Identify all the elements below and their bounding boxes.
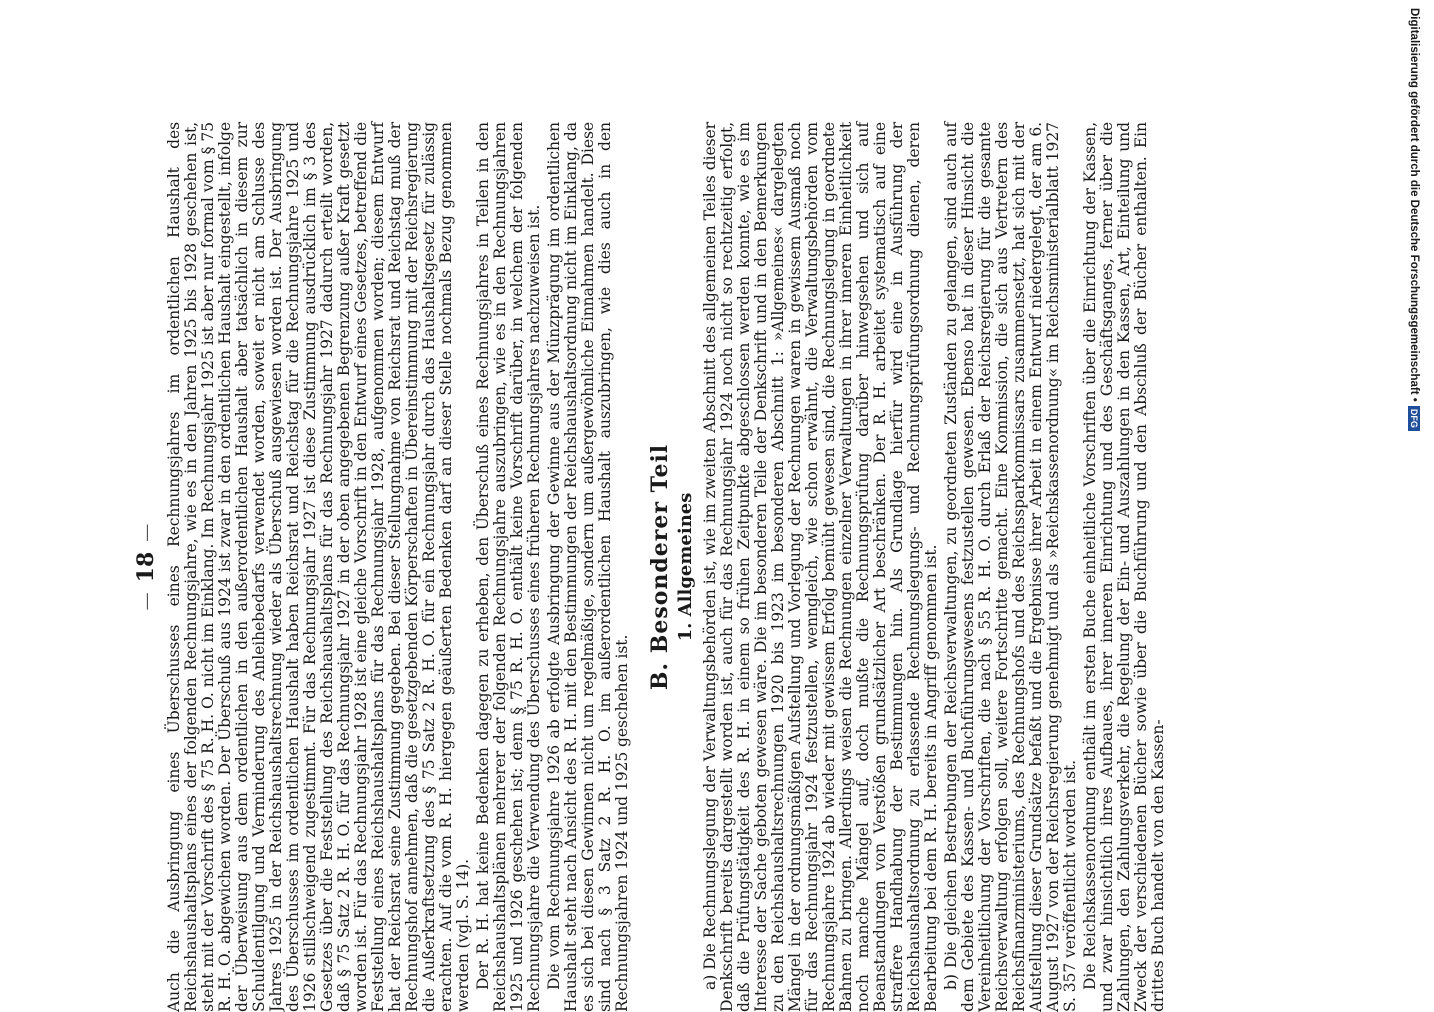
paragraph-top-3: Die vom Rechnungsjahre 1926 ab erfolgte Ausbringung der Gewinne aus der Münzprägung im ordentlichen Haushalt steht nach Ansicht des R. H. mit den Bestimmungen der Reichshaushaltsordnung nicht im Einklang, da es sich bei diesen Gewinnen nicht um regelmäßige, sondern um außergewöhnliche Einnahmen handelt. Diese sind nach § 3 Satz 2 R. H. O. im außerordentlichen Haushalt auszubringen, wie dies auch in den Rechnungsjahren 1924 und 1925 geschehen ist. <box>545 122 631 1012</box>
credit-text: Digitalisierung gefördert durch die Deutsche Forschungsgemeinschaft • <box>1408 8 1420 402</box>
paragraph-top-2: Der R. H. hat keine Bedenken dagegen zu erheben, den Überschuß eines Rechnungsjahres in Teilen in den Reichshaushaltsplänen mehrerer der folgenden Rechnungsjahre auszubringen, wie es in den Rechnungsjahren 1925 und 1926 geschehen ist; denn § 75 R. H. O. enthält keine Vorschrift darüber, in welchem der folgenden Rechnungsjahre die Verwendung des Überschusses eines früheren Rechnungsjahres nachzuweisen ist. <box>474 122 543 1012</box>
paragraph-bottom-1: a) Die Rechnungslegung der Verwaltungsbehörden ist, wie im zweiten Abschnitt des allgemeinen Teiles dieser Denkschrift bereits dargestellt worden ist, auch für das Rechnungsjahr 1924 noch nicht so rechtzeitig erfolgt, daß die Prüfungstätigkeit des R. H. in einem so frühen Zeitpunkte abgeschlossen werden konnte, wie es im Interesse der Sache geboten gewesen wäre. Die im besonderen Teile der Denkschrift und in den Bemerkungen zu den Reichshaushaltsrechnungen 1920 bis 1923 im besonderen Abschnitt 1: »Allgemeines« dargelegten Mängel in der ordnungsmäßigen Aufstellung und Vorlegung der Rechnungen waren in gewissem Ausmaß noch für das Rechnungsjahr 1924 festzustellen, wenngleich, wie schon erwähnt, die Verwaltungsbehörden vom Rechnungsjahre 1924 ab wieder mit gewissem Erfolg bemüht gewesen sind, die Rechnungslegung in geordnete Bahnen zu bringen. Allerdings weisen die Rechnungen einzelner Verwaltungen in ihrer inneren Einheitlichkeit noch manche Mängel auf, doch mußte die Rechnungsprüfung darüber hinwegsehen und sich auf Beanstandungen von Verstößen grundsätzlicher Art beschränken. Der R. H. arbeitet systematisch auf eine straffere Handhabung der Bestimmungen hin. Als Grundlage hierfür wird eine in Ausführung der Reichshaushaltsordnung zu erlassende Rechnungslegungs- und Rechnungsprüfungsordnung dienen, deren Bearbeitung bei dem R. H. bereits in Angriff genommen ist. <box>701 122 940 1012</box>
paragraph-top-1: Auch die Ausbringung eines Überschusses eines Rechnungsjahres im ordentlichen Haushalt des Reichshaushaltsplans eines der folgenden Rechnungsjahre, wie es in den Jahren 1925 bis 1928 geschehen ist, steht mit der Vorschrift des § 75 R. H. O. nicht im Einklang. Im Rechnungsjahr 1925 ist aber nur formal vom § 75 R. H. O. abgewichen worden. Der Überschuß aus 1924 ist zwar in den ordentlichen Haushalt eingestellt, infolge der Überweisung aus dem ordentlichen in den außerordentlichen Haushalt aber tatsächlich in diesem zur Schuldentilgung und Verminderung des Anleihebedarfs verwendet worden, soweit er nicht am Schlusse des Jahres 1925 in der Reichshaushaltsrechnung wieder als Überschuß ausgewiesen worden ist. Der Ausbringung des Überschusses im ordentlichen Haushalt haben Reichsrat und Reichstag für die Rechnungsjahre 1925 und 1926 stillschweigend zugestimmt. Für das Rechnungsjahr 1927 ist diese Zustimmung ausdrücklich im § 3 des Gesetzes über die Feststellung des Reichshaushaltsplans für das Rechnungsjahr 1927 dadurch erteilt worden, daß § 75 Satz 2 R. H. O. für das Rechnungsjahr 1927 in der oben angegebenen Begrenzung außer Kraft gesetzt worden ist. Für das Rechnungsjahr 1928 ist eine gleiche Vorschrift in den Entwurf eines Gesetzes, betreffend die Feststellung eines Reichshaushaltsplans für das Rechnungsjahr 1928, aufgenommen worden; diesem Entwurf hat der Reichsrat seine Zustimmung gegeben. Bei dieser Stellungnahme von Reichsrat und Reichstag muß der Rechnungshof annehmen, daß die gesetzgebenden Körperschaften in Übereinstimmung mit der Reichsregierung die Außerkraftsetzung des § 75 Satz 2 R. H. O. für ein Rechnungsjahr durch das Haushaltsgesetz für zulässig erachten. Auf die vom R. H. hiergegen geäußerten Bedenken darf an dieser Stelle nochmals Bezug genommen werden (vgl. S. 14). <box>165 122 472 1012</box>
header-dash-left: — <box>135 592 157 611</box>
header-dash-right: — <box>135 523 157 542</box>
digitization-credit <box>1407 8 1421 808</box>
paragraph-bottom-2: b) Die gleichen Bestrebungen der Reichsverwaltungen, zu geordneten Zuständen zu gelangen, sind auch auf dem Gebiete des Kassen- und Buchführungswesens festzustellen gewesen. Ebenso hat in dieser Hinsicht die Vereinheitlichung der Vorschriften, die nach § 55 R. H. O. durch Erlaß der Reichsregierung für die gesamte Reichsverwaltung erfolgen soll, weitere Fortschritte gemacht. Eine Kommission, die sich aus Vertretern des Reichsfinanzministeriums, des Rechnungshofs und des Reichssparkommissars zusammensetzt, hat sich mit der Aufstellung dieser Grundsätze befaßt und die Ergebnisse ihrer Arbeit in einem Entwurf niedergelegt, der am 6. August 1927 von der Reichsregierung genehmigt und als »Reichskassenordnung« im Reichsministerialblatt 1927 S. 357 veröffentlicht worden ist. <box>942 122 1079 1012</box>
page-header <box>126 122 166 1012</box>
section-title: B. Besonderer Teil <box>647 443 673 691</box>
document-page <box>126 122 1167 1012</box>
dfg-logo: DFG <box>1408 406 1420 431</box>
page-number: 18 <box>133 551 159 583</box>
paragraph-bottom-3: Die Reichskassenordnung enthält im ersten Buche einheitliche Vorschriften über die Einrichtung der Kassen, und zwar hinsichtlich ihres Aufbaues, ihrer inneren Einrichtung und des Geschäftsganges, ferner über die Zahlungen, den Zahlungsverkehr, die Regelung der Ein- und Auszahlungen in den Kassen, Art, Einteilung und Zweck der verschiedenen Bücher sowie über die Buchführung und den Abschluß der Bücher enthalten. Ein drittes Buch handelt von den Kassen- <box>1081 122 1167 1012</box>
subsection-title: 1. Allgemeines <box>675 492 696 642</box>
